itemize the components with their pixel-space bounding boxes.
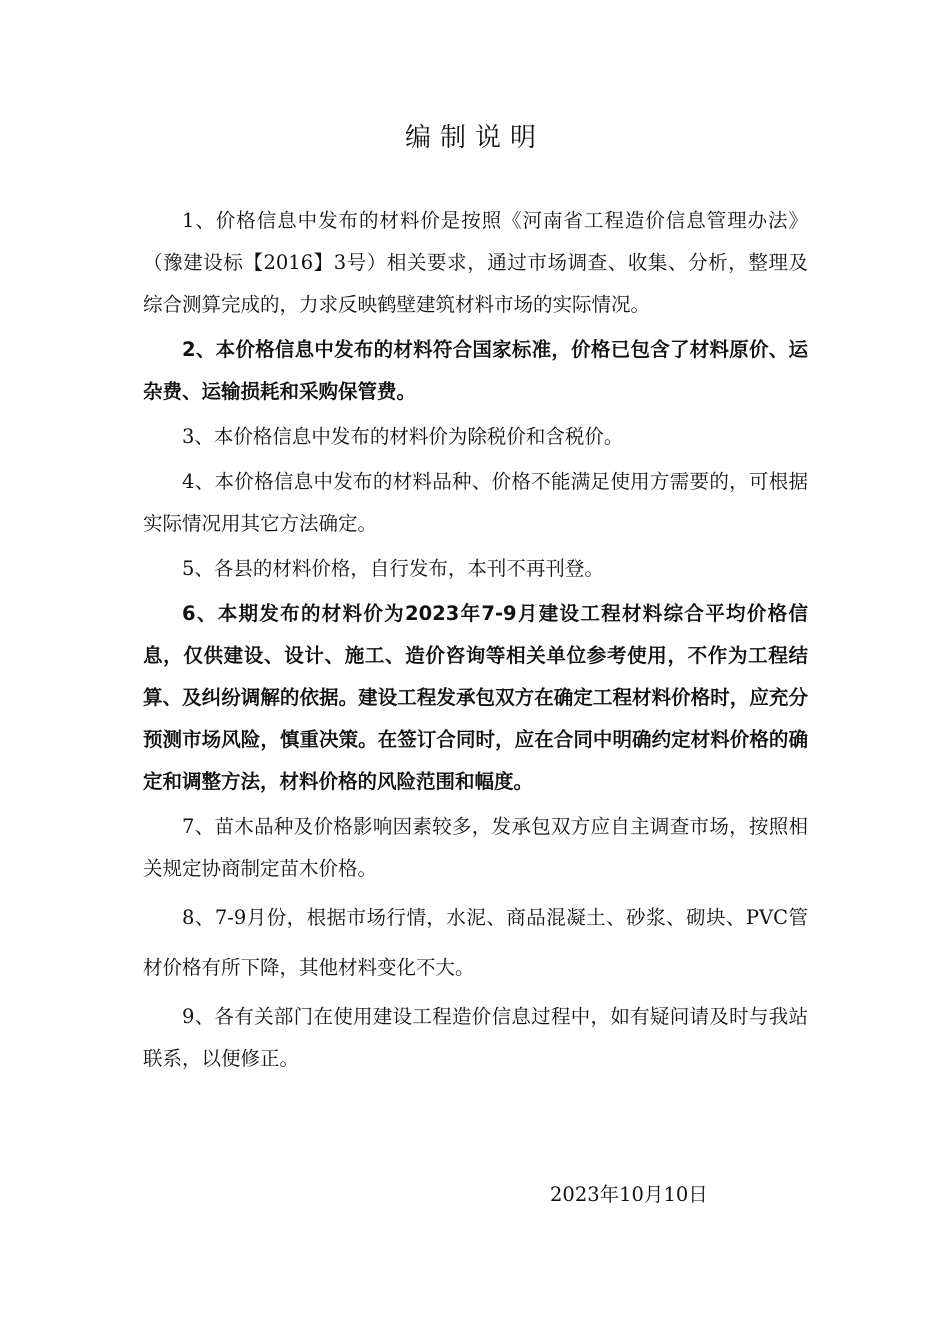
paragraph-9: 9、各有关部门在使用建设工程造价信息过程中，如有疑问请及时与我站联系，以便修正。 [143, 1005, 808, 1070]
document-date: 2023年10月10日 [550, 1183, 708, 1206]
paragraph-8: 8、7-9月份，根据市场行情，水泥、商品混凝土、砂浆、砌块、PVC管材价格有所下降，其他材料变化不大。 [143, 906, 808, 979]
paragraph-7: 7、苗木品种及价格影响因素较多，发承包双方应自主调查市场，按照相关规定协商制定苗木价格。 [143, 815, 808, 880]
paragraph-3: 3、本价格信息中发布的材料价为除税价和含税价。 [182, 425, 624, 448]
paragraph-6: 6、本期发布的材料价为2023年7-9月建设工程材料综合平均价格信息，仅供建设、设计、施工、造价咨询等相关单位参考使用，不作为工程结算、及纠纷调解的依据。建设工程发承包双方在确定工程材料价格时，应充分预测市场风险，慎重决策。在签订合同时，应在合同中明确约定材料价格的确定和调整方法，材料价格的风险范围和幅度。 [143, 602, 808, 793]
paragraph-2: 2、本价格信息中发布的材料符合国家标准，价格已包含了材料原价、运杂费、运输损耗和采购保管费。 [143, 338, 808, 403]
paragraph-1: 1、价格信息中发布的材料价是按照《河南省工程造价信息管理办法》（豫建设标【2016】3号）相关要求，通过市场调查、收集、分析，整理及综合测算完成的，力求反映鹤壁建筑材料市场的实际情况。 [143, 209, 808, 316]
document-body [143, 200, 808, 1083]
paragraph-5: 5、各县的材料价格，自行发布，本刊不再刊登。 [182, 557, 604, 580]
paragraph-4: 4、本价格信息中发布的材料品种、价格不能满足使用方需要的，可根据实际情况用其它方法确定。 [143, 470, 808, 535]
page-title: 编制说明 [404, 123, 545, 153]
